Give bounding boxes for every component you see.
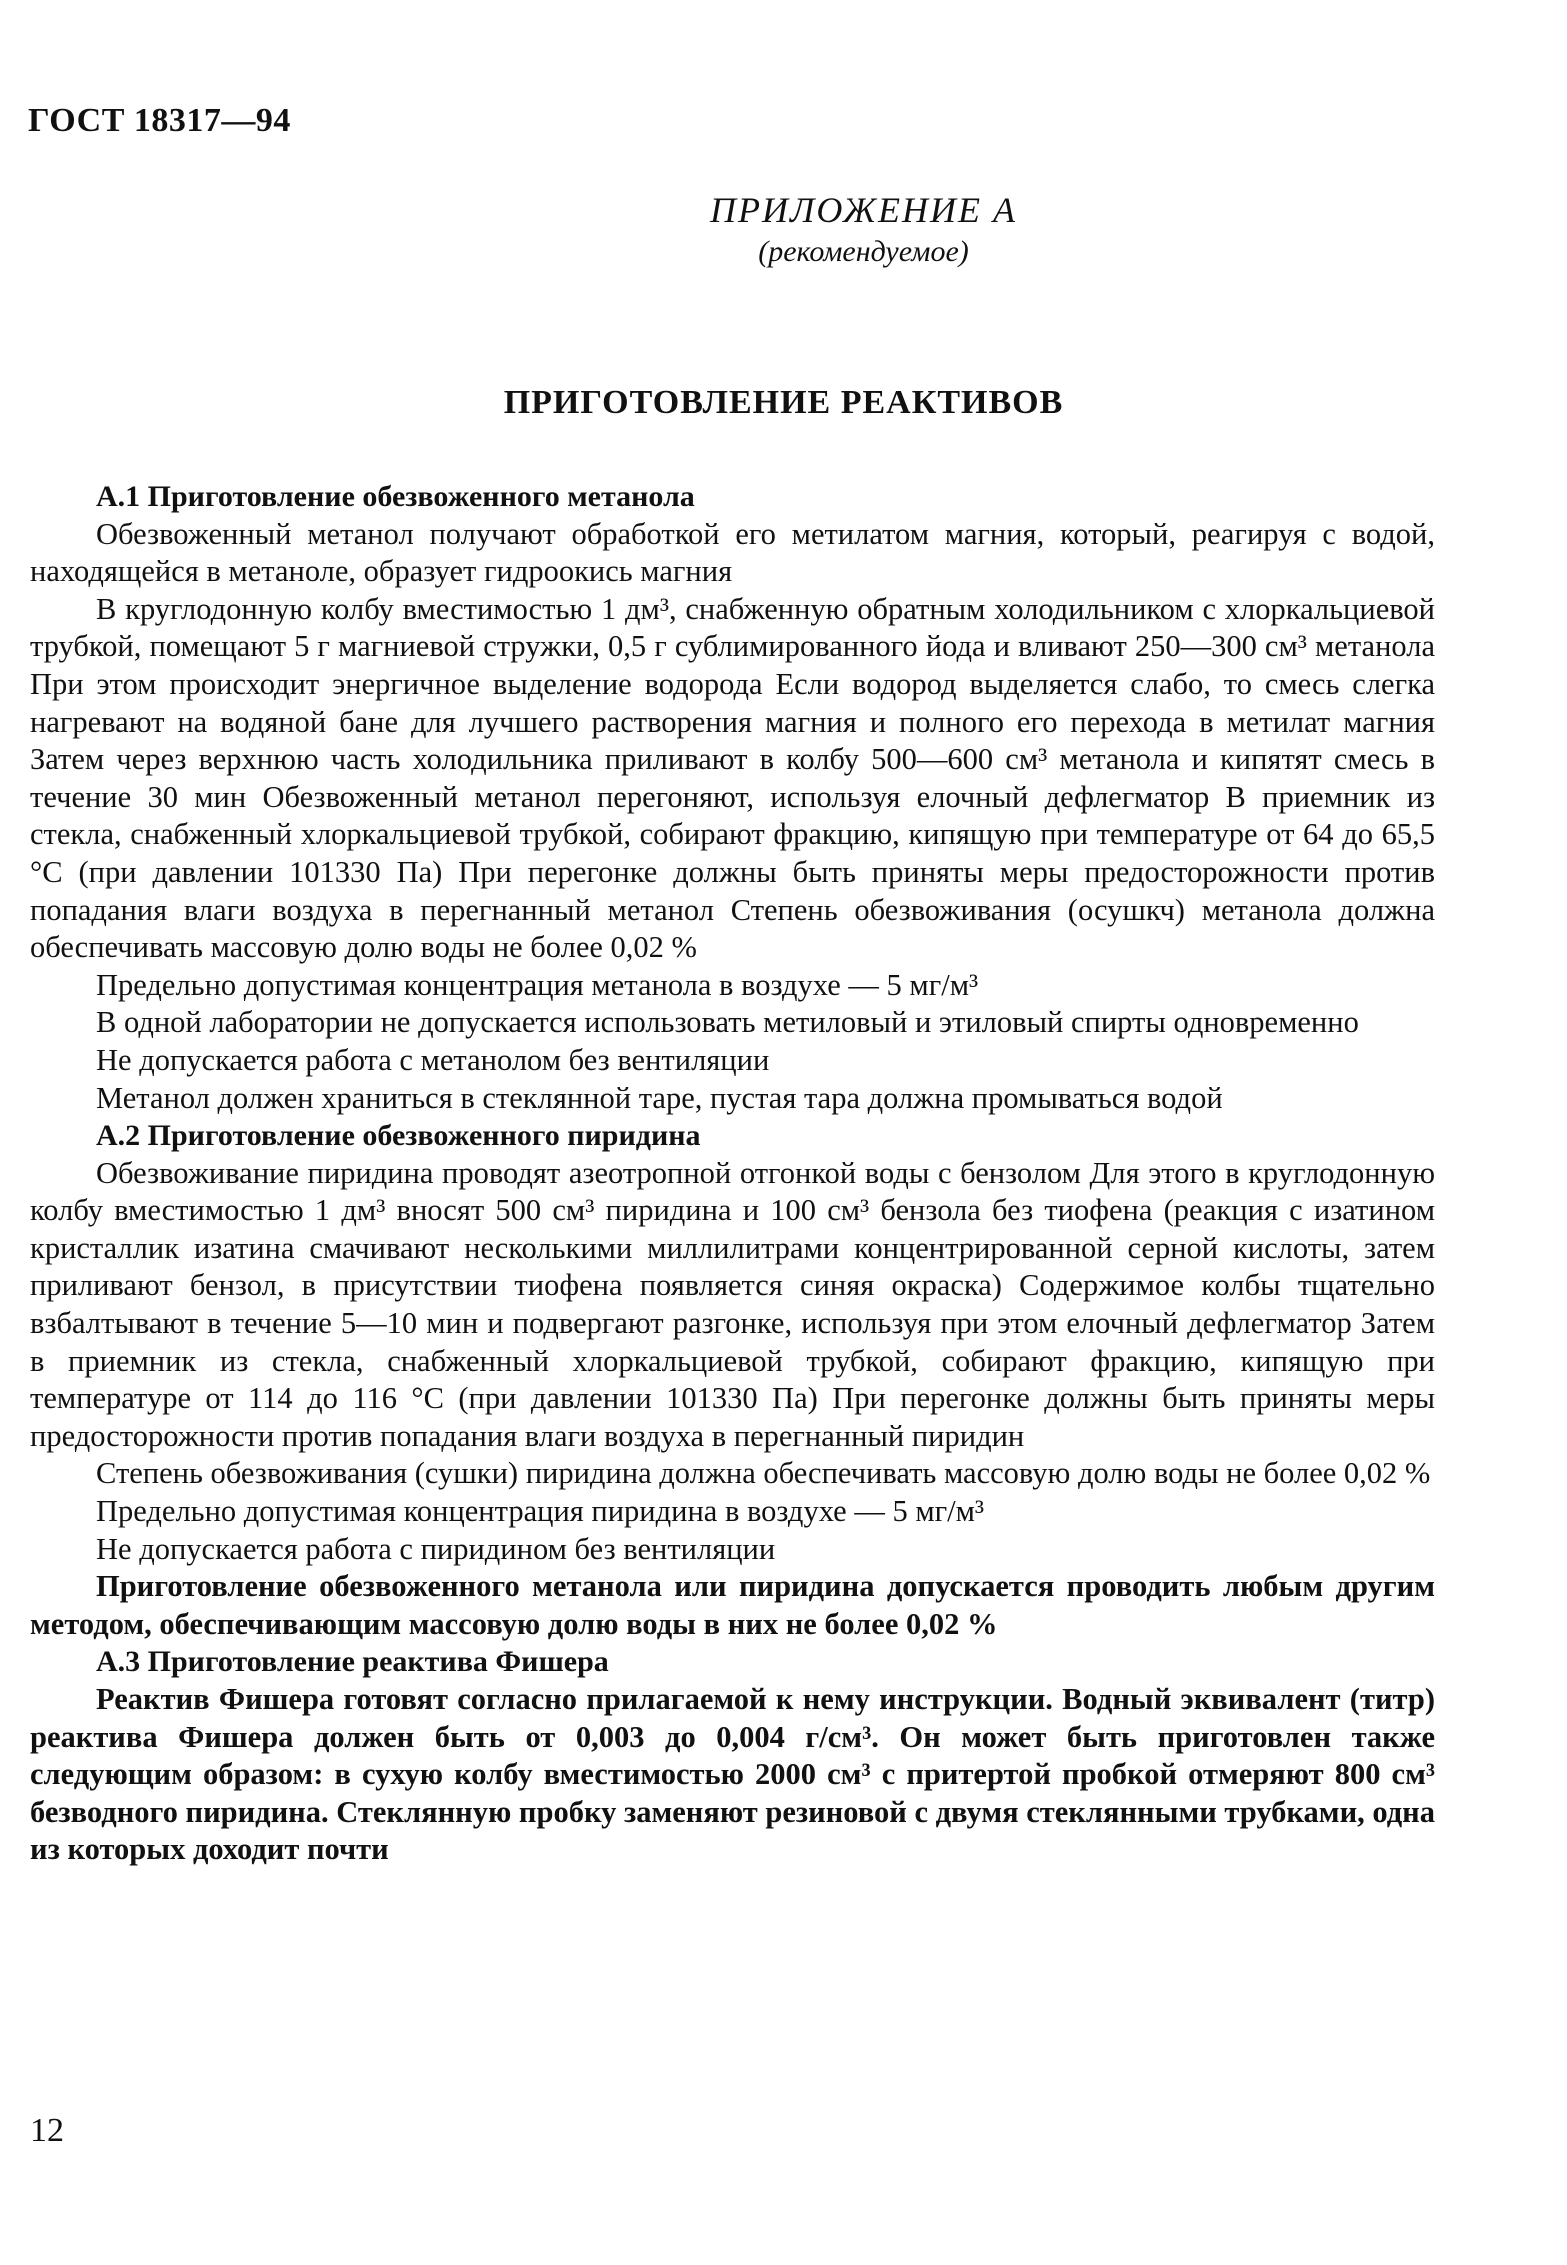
appendix-subtitle: (рекомендуемое)	[758, 235, 969, 268]
appendix-title: ПРИЛОЖЕНИЕ А	[710, 190, 1017, 230]
page-title: ПРИГОТОВЛЕНИЕ РЕАКТИВОВ	[503, 384, 1064, 421]
paragraph: Реактив Фишера готовят согласно прилагаемой к нему инструкции. Водный эквивалент (титр) реактива Фишера должен быть от 0,003 до 0,004 г/см³. Он может быть приготовлен также следующим образом: в сухую колбу вместимостью 2000 см³ с притертой пробкой отмеряют 800 см³ безводного пиридина. Стеклянную пробку заменяют резиновой с двумя стеклянными трубками, одна из которых доходит почти	[30, 1682, 1436, 1867]
paragraph: Предельно допустимая концентрация метанола в воздухе — 5 мг/м³	[96, 967, 979, 1002]
paragraph: Приготовление обезвоженного метанола или пиридина допускается проводить любым другим методом, обеспечивающим массовую долю воды в них не более 0,02 %	[30, 1569, 1435, 1641]
paragraph: Не допускается работа с пиридином без вентиляции	[96, 1531, 776, 1566]
paragraph: Не допускается работа с метанолом без вентиляции	[96, 1042, 770, 1077]
document-body	[30, 478, 1435, 1869]
section-title-a1: А.1 Приготовление обезвоженного метанола	[96, 480, 695, 513]
paragraph: Обезвоживание пиридина проводят азеотропной отгонкой воды с бензолом Для этого в круглодонную колбу вместимостью 1 дм³ вносят 500 см³ пиридина и 100 см³ бензола без тиофена (реакция с изатином кристаллик изатина смачивают несколькими миллилитрами концентрированной серной кислоты, затем приливают бензол, в присутствии тиофена появляется синяя окраска) Содержимое колбы тщательно взбалтывают в течение 5—10 мин и подвергают разгонке, используя при этом елочный дефлегматор Затем в приемник из стекла, снабженный хлоркальциевой трубкой, собирают фракцию, кипящую при температуре от 114 до 116 °С (при давлении 101330 Па) При перегонке должны быть приняты меры предосторожности против попадания влаги воздуха в перегнанный пиридин	[30, 1155, 1435, 1453]
section-title-a3: А.3 Приготовление реактива Фишера	[96, 1645, 609, 1679]
paragraph: Метанол должен храниться в стеклянной таре, пустая тара должна промываться водой	[96, 1080, 1223, 1115]
paragraph: Обезвоженный метанол получают обработкой его метилатом магния, который, реагируя с водой, находящейся в метаноле, образует гидроокись магния	[30, 516, 1435, 589]
paragraph: Степень обезвоживания (сушки) пиридина должна обеспечивать массовую долю воды не более 0,02 %	[96, 1456, 1431, 1491]
appendix-label	[0, 188, 1567, 272]
page-number: 12	[30, 2112, 64, 2149]
section-title-a2: А.2 Приготовление обезвоженного пиридина	[96, 1119, 701, 1153]
standard-code: ГОСТ 18317—94	[28, 102, 291, 139]
paragraph: В круглодонную колбу вместимостью 1 дм³, снабженную обратным холодильником с хлоркальциевой трубкой, помещают 5 г магниевой стружки, 0,5 г сублимированного йода и вливают 250—300 см³ метанола При этом происходит энергичное выделение водорода Если водород выделяется слабо, то смесь слегка нагревают на водяной бане для лучшего растворения магния и полного его перехода в метилат магния Затем через верхнюю часть холодильника приливают в колбу 500—600 см³ метанола и кипятят смесь в течение 30 мин Обезвоженный метанол перегоняют, используя елочный дефлегматор В приемник из стекла, снабженный хлоркальциевой трубкой, собирают фракцию, кипящую при температуре от 64 до 65,5 °С (при давлении 101330 Па) При перегонке должны быть приняты меры предосторожности против попадания влаги воздуха в перегнанный метанол Степень обезвоживания (осушкч) метанола должна обеспечивать массовую долю воды не более 0,02 %	[30, 591, 1435, 965]
paragraph: В одной лаборатории не допускается использовать метиловый и этиловый спирты одновременно	[96, 1005, 1359, 1040]
paragraph: Предельно допустимая концентрация пиридина в воздухе — 5 мг/м³	[96, 1494, 985, 1529]
